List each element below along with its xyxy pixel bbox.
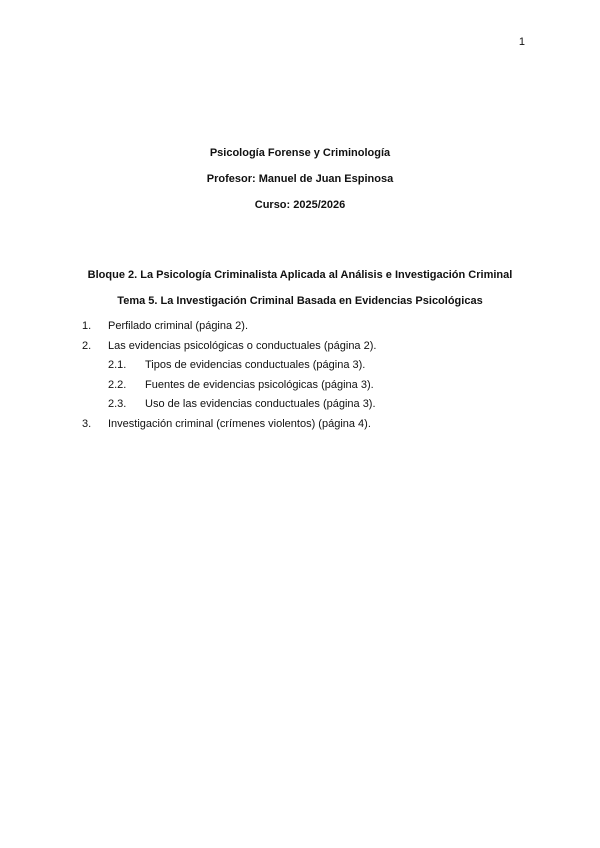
toc-subitem-label: Uso de las evidencias conductuales (página 3).: [145, 398, 376, 410]
toc-item-label: Las evidencias psicológicas o conductuales (página 2).: [108, 339, 377, 352]
toc-subitem: [0, 398, 600, 418]
page-number: 1: [518, 36, 525, 48]
course-year: Curso: 2025/2026: [254, 199, 346, 211]
professor-name: Profesor: Manuel de Juan Espinosa: [206, 173, 394, 185]
toc-item: [0, 320, 600, 340]
toc-subitem: [0, 359, 600, 379]
toc-item: [0, 340, 600, 360]
toc-subitem: [0, 379, 600, 399]
toc-subitem-number: 2.2.: [108, 378, 127, 391]
course-title: Psicología Forense y Criminología: [209, 147, 391, 159]
toc-subitem-number: 2.3.: [108, 398, 127, 410]
toc-item-label: Perfilado criminal (página 2).: [108, 320, 249, 332]
toc-subitem-label: Tipos de evidencias conductuales (página 3).: [145, 359, 366, 371]
topic-title: Tema 5. La Investigación Criminal Basada en Evidencias Psicológicas: [117, 295, 483, 307]
toc-subitem-label: Fuentes de evidencias psicológicas (página 3).: [145, 378, 374, 391]
toc-subitem-number: 2.1.: [108, 359, 127, 371]
toc-item-number: 2.: [82, 339, 92, 352]
toc-item-label: Investigación criminal (crímenes violentos) (página 4).: [108, 417, 371, 430]
toc-item-number: 1.: [82, 320, 92, 332]
block-title: Bloque 2. La Psicología Criminalista Aplicada al Análisis e Investigación Criminal: [87, 269, 513, 281]
toc-item: [0, 418, 600, 438]
toc-item-number: 3.: [82, 417, 92, 430]
table-of-contents: [0, 320, 600, 437]
